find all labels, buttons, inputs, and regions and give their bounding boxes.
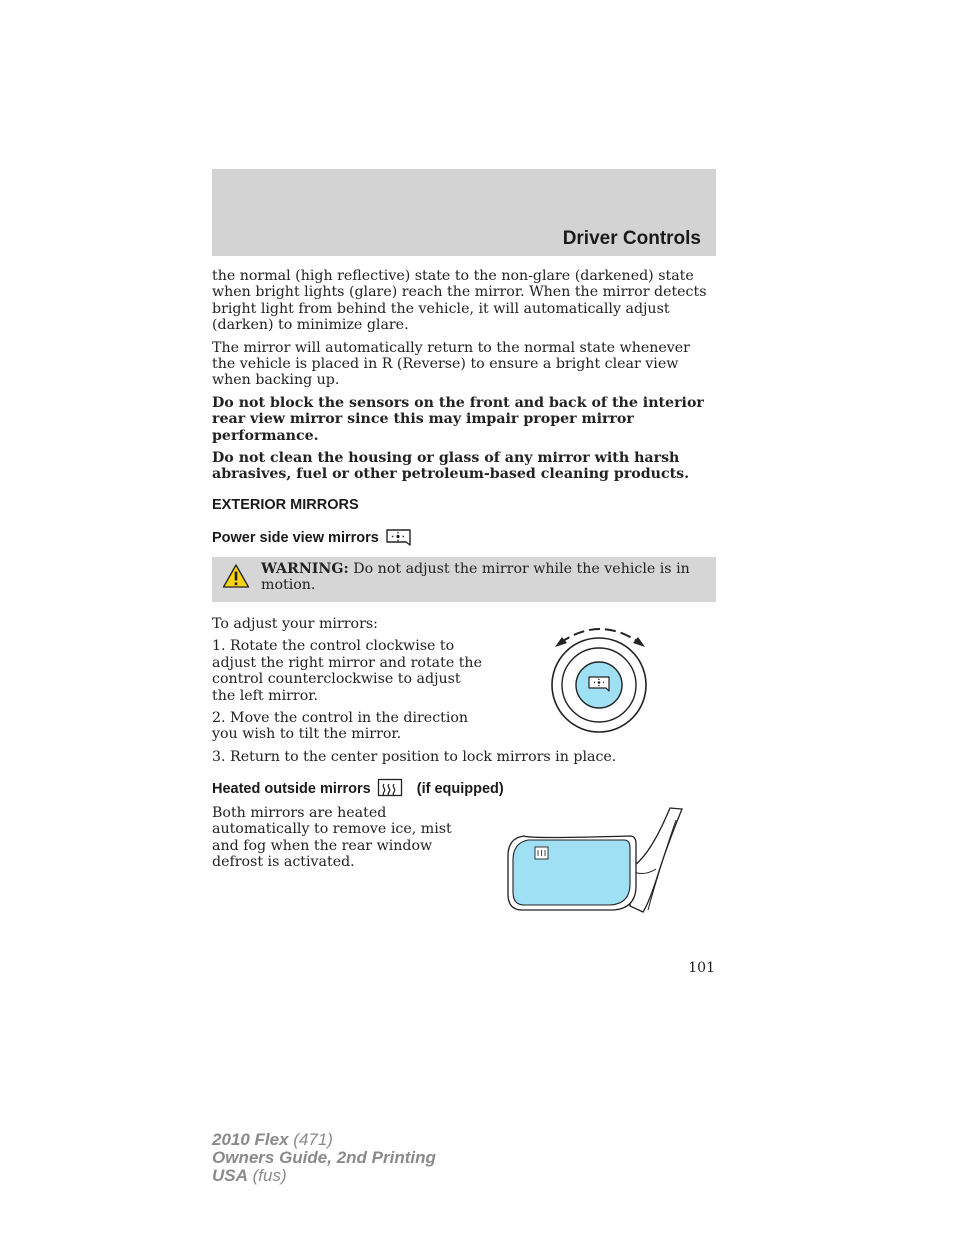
exterior-mirrors-heading — [212, 497, 359, 513]
caution-cleaning: Do not clean the housing or glass of any mirror with harsh abrasives, fuel or other petroleum-based cleaning products. — [212, 450, 690, 483]
warning-message: Do not adjust the mirror while the vehicle is in motion. — [261, 561, 690, 594]
paragraph-glare: the normal (high reflective) state to the non-glare (darkened) state when bright lights (glare) reach the mirror. When the mirror detects bright light from behind the vehicle, it will automatically adjust (darken) to minimize glare. — [212, 268, 707, 334]
heated-text-wrap — [212, 805, 452, 871]
mirror-control-illustration — [545, 616, 655, 736]
heated-mirrors-heading — [212, 778, 504, 800]
footer-market-code: (fus) — [247, 1166, 287, 1185]
page-number: 101 — [688, 960, 715, 976]
adjust-step-2: 2. Move the control in the direction you wish to tilt the mirror. — [212, 710, 469, 743]
power-mirrors-heading — [212, 528, 413, 548]
adjust-instructions — [212, 616, 482, 743]
heated-mirrors-heading-text: Heated outside mirrors — [212, 781, 371, 797]
warning-box — [212, 557, 716, 602]
intro-text — [212, 268, 716, 483]
exterior-mirrors-heading-text: EXTERIOR MIRRORS — [212, 497, 359, 513]
header-band — [212, 169, 716, 256]
footer-line-2: Owners Guide, 2nd Printing — [212, 1148, 436, 1167]
warning-triangle-icon — [222, 563, 250, 594]
adjust-step-3: 3. Return to the center position to lock mirrors in place. — [212, 749, 617, 765]
adjust-step-3-wrap — [212, 749, 716, 765]
adjust-intro: To adjust your mirrors: — [212, 616, 378, 632]
power-mirrors-heading-text: Power side view mirrors — [212, 530, 379, 546]
footer-model-code: (471) — [288, 1130, 333, 1149]
heated-mirror-illustration — [500, 806, 692, 918]
footer-edition — [212, 1131, 436, 1185]
heated-mirrors-text: Both mirrors are heated automatically to remove ice, mist and fog when the rear window defrost is activated. — [212, 805, 452, 871]
footer-market: USA — [212, 1166, 248, 1185]
warning-text — [261, 561, 701, 594]
defrost-icon — [377, 778, 403, 800]
footer-line-1 — [212, 1131, 436, 1149]
footer-line-3 — [212, 1167, 436, 1185]
paragraph-reverse: The mirror will automatically return to the normal state whenever the vehicle is placed in R (Reverse) to ensure a bright clear view when backing up. — [212, 339, 690, 389]
section-title: Driver Controls — [562, 228, 701, 249]
power-mirror-icon — [385, 528, 413, 548]
adjust-step-1: 1. Rotate the control clockwise to adjust the right mirror and rotate the control counterclockwise to adjust the left mirror. — [212, 638, 482, 704]
footer-model: 2010 Flex — [212, 1130, 289, 1149]
if-equipped-label: (if equipped) — [416, 781, 504, 797]
caution-sensors: Do not block the sensors on the front and back of the interior rear view mirror since this may impair proper mirror performance. — [212, 394, 704, 444]
warning-label: WARNING: — [261, 561, 349, 577]
